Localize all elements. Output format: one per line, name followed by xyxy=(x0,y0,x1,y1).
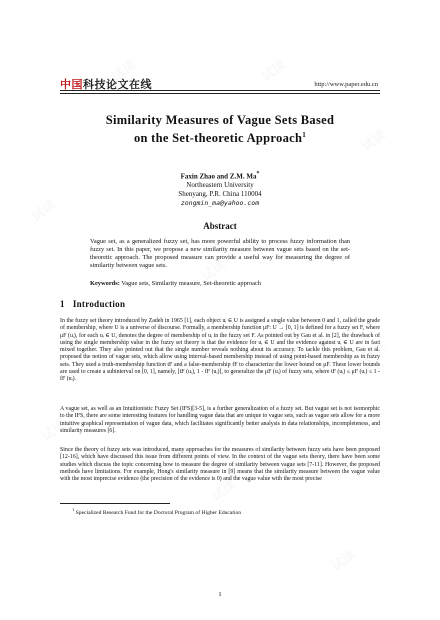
title-footnote-mark: 1 xyxy=(302,131,307,139)
title-line-2 xyxy=(60,128,380,146)
watermark: 试读 xyxy=(359,127,390,155)
author-names-text: Faxin Zhao and Z.M. Ma xyxy=(180,172,257,181)
watermark: 试读 xyxy=(29,197,60,225)
header-url[interactable]: http://www.paper.edu.cn xyxy=(314,81,378,88)
section-title: Introduction xyxy=(72,299,126,309)
intro-paragraph-2: A vague set, as well as an Intuitionistic Fuzzy Set (IFS)[3-5], is a further generalization of a fuzzy set. But vague set is not isomorphic to the IFS, there are some interesting features for handling vague data that are unique to vague sets, such as vague sets allow for a more intuitive graphical representation of vague data, which facilitates significantly better analysis in data relationships, incompleteness, and similarity measures [6]. xyxy=(60,406,380,434)
watermark: 试读 xyxy=(109,57,140,85)
watermark: 试读 xyxy=(259,57,290,85)
watermark: 试读 xyxy=(359,337,390,365)
title-line-2-text: on the Set-theoretic Approach xyxy=(133,131,303,146)
affiliation: Northeastern University xyxy=(186,181,254,190)
intro-paragraph-1: In the fuzzy set theory introduced by Zadeh in 1965 [1], each object uᵢ ∈ U is assigned a single value between 0 and 1, called the grade of membership, where U is a universe of discourse. Formally, a membership function μF: U → [0, 1] is defined for a fuzzy set F, where μF (uᵢ), for each uᵢ ∈ U, denotes the degree of membership of uᵢ in the fuzzy set F. As pointed out by Gau et al. in [2], the drawback of using the single membership value in the fuzzy set theory is that the evidence for uᵢ ∈ U and the evidence against uᵢ ∈ U are in fact mixed together. They also pointed out that the single number reveals nothing about its accuracy. To tackle this problem, Gau et al. proposed the notion of vague sets, which allow using interval-based membership instead of using point-based membership as in fuzzy sets. They used a truth-membership function tF and a false-membership fF to characterize the lower bound on μF. These lower bounds are used to create a subinterval on [0, 1], namely, [tF (uᵢ), 1 - fF (uᵢ)], to generalize the μF (uᵢ) of fuzzy sets, where tF (uᵢ) ≤ μF (uᵢ) ≤ 1 - fF (uᵢ). xyxy=(60,318,380,382)
watermark: 试读 xyxy=(199,257,230,285)
author-email[interactable]: zongmin_ma@yahoo.com xyxy=(180,199,260,208)
keywords xyxy=(90,280,350,288)
intro-paragraph-3: Since the theory of fuzzy sets was introduced, many approaches for the measures of similarity between fuzzy sets have been proposed [12-16], which have discussed this issue from different points of view. In the context of the vague sets theory, there have been some studies which discuss the topic concerning how to measure the degree of similarity between vague sets [7-11]. However, the proposed methods have limitations. For example, Hong's similarity measure in [9] means that the similarity measure between the vague value with the most imprecise evidence (the precision of the evidence is 0) and the vague value with the most precise xyxy=(60,447,380,482)
section-heading xyxy=(60,299,133,309)
author-names xyxy=(60,170,380,181)
watermark: 试读 xyxy=(209,477,240,505)
paper-title xyxy=(60,113,380,146)
footnote-rule xyxy=(60,503,170,504)
keywords-text: Vague sets, Similarity measure, Set-theoretic approach xyxy=(121,280,261,287)
footnote xyxy=(72,507,241,516)
watermark: 试读 xyxy=(39,417,70,445)
author-mark: * xyxy=(256,171,260,177)
abstract-text: Vague set, as a generalized fuzzy set, has more powerful ability to process fuzzy information than fuzzy set. In this paper, we propose a new similarity measure between vague sets based on the set-theoretic approach. The proposed measure can provide a useful way for measuring the degree of similarity between vague sets. xyxy=(90,238,350,269)
logo-dark-text: 科技论文在线 xyxy=(83,78,152,91)
abstract-heading: Abstract xyxy=(203,221,237,231)
header-rule xyxy=(60,90,380,91)
address: Shenyang, P.R. China 110004 xyxy=(178,190,262,199)
title-line-1: Similarity Measures of Vague Sets Based xyxy=(105,113,335,127)
footnote-text: Specialized Research Fund for the Doctoral Program of Higher Education xyxy=(75,509,242,516)
page-number: 1 xyxy=(218,591,222,598)
footnote-mark: 1 xyxy=(72,507,75,512)
logo-red-text: 中国 xyxy=(60,78,83,91)
header-rule-thin xyxy=(60,93,380,94)
watermark: 试读 xyxy=(329,547,360,575)
section-number: 1 xyxy=(60,299,65,309)
author-block xyxy=(60,170,380,208)
keywords-label: Keywords: xyxy=(90,280,120,287)
